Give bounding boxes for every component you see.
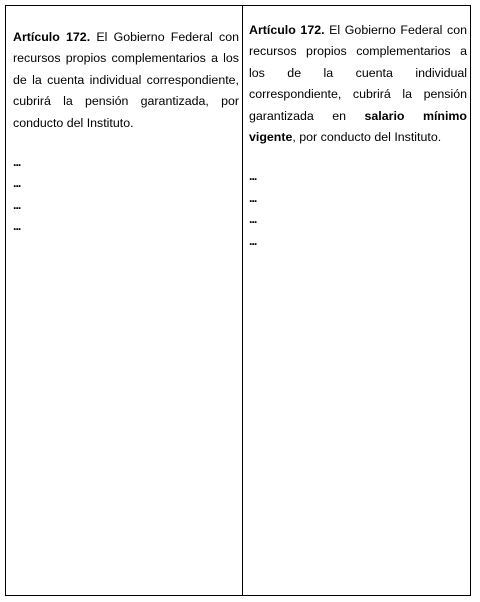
omitted-paragraphs-left (13, 152, 239, 238)
ellipsis-marker: ... (13, 176, 21, 191)
amendment-bold-phrase: salario mínimo vigente (249, 108, 468, 145)
comparison-table (5, 5, 471, 596)
ellipsis-marker: ... (249, 190, 257, 205)
omitted-paragraphs-right (249, 166, 467, 252)
ellipsis-marker: ... (249, 233, 257, 248)
article-heading-right: Artículo 172. (249, 23, 325, 37)
article-text-right-after: , por conducto del Instituto. (292, 130, 442, 145)
article-paragraph-left (13, 27, 239, 134)
article-text-left: El Gobierno Federal con recursos propios complementarios a los de la cuenta individual correspondiente, cubrirá la pensión garantizada, por conducto del Instituto. (13, 30, 240, 130)
ellipsis-marker: ... (13, 197, 21, 212)
ellipsis-marker: ... (13, 155, 21, 170)
article-heading-left: Artículo 172. (13, 30, 91, 44)
article-paragraph-right (249, 20, 467, 148)
ellipsis-marker: ... (249, 169, 257, 184)
proposed-text-column (243, 6, 470, 595)
ellipsis-marker: ... (13, 219, 21, 234)
article-text-right-before: El Gobierno Federal con recursos propios complementarios a los de la cuenta individual correspondiente, cubrirá la pensión garantizada en (249, 23, 467, 123)
ellipsis-marker: ... (249, 212, 257, 227)
current-text-column (6, 6, 243, 595)
